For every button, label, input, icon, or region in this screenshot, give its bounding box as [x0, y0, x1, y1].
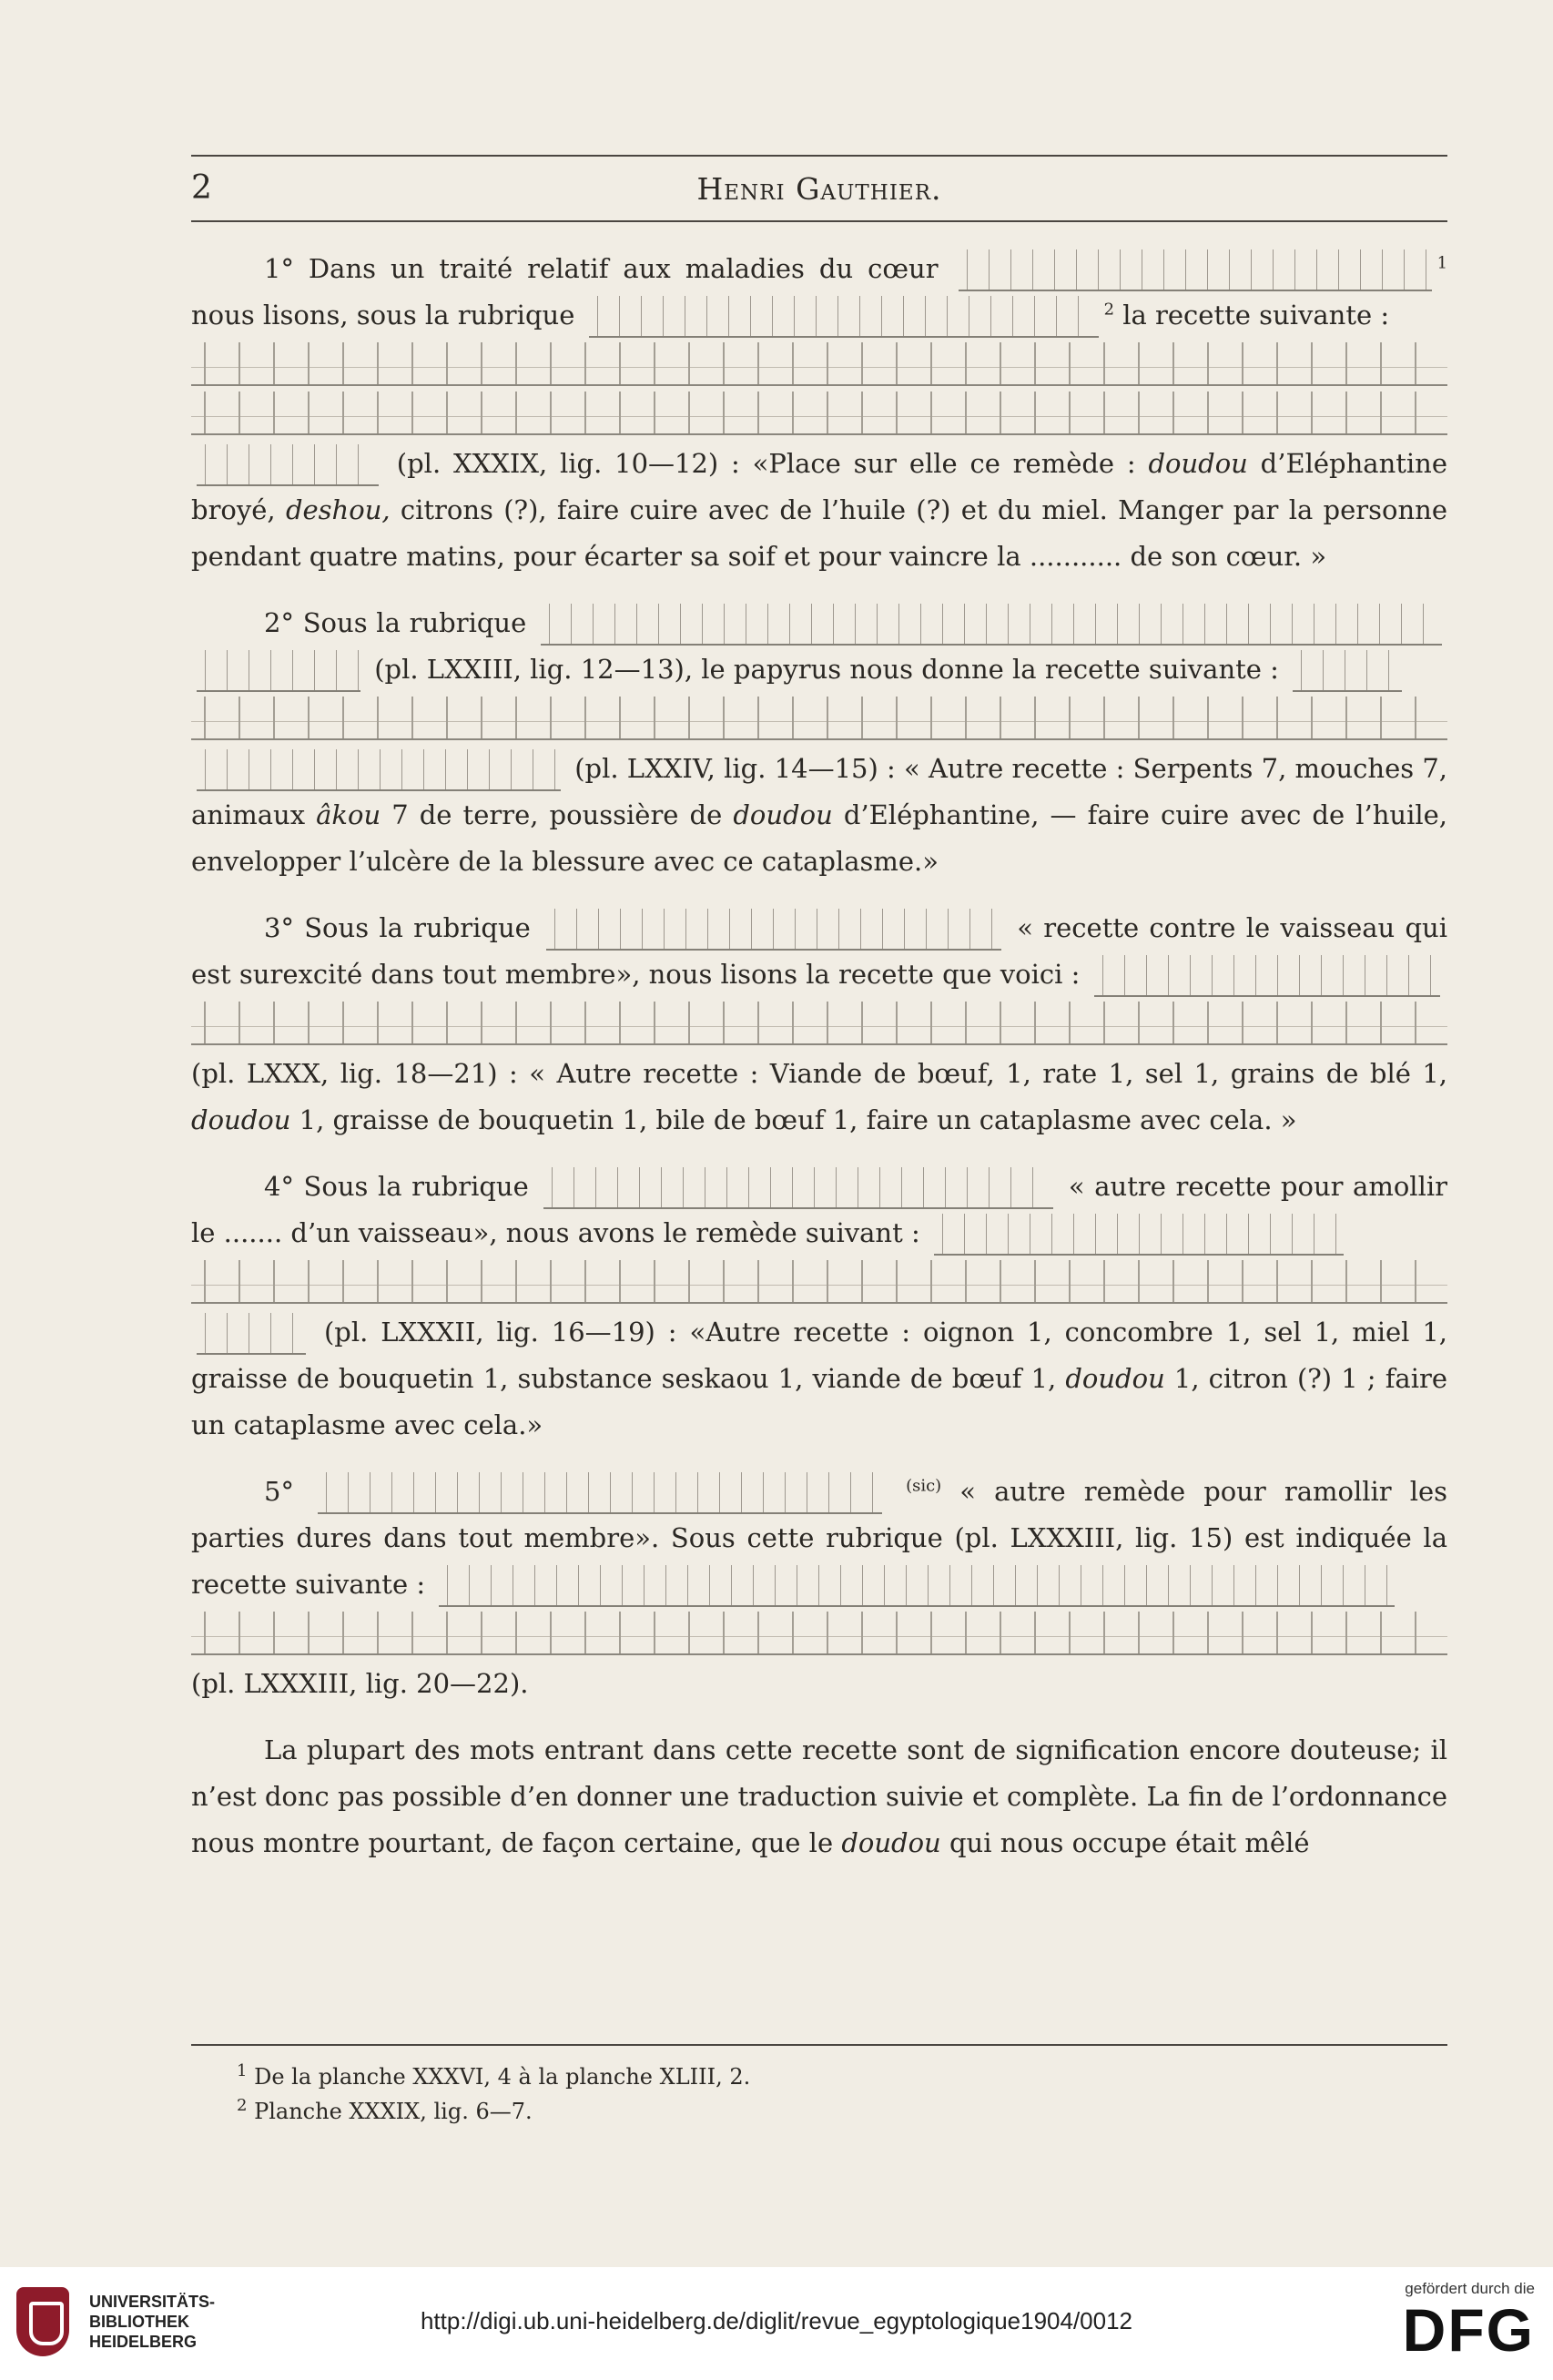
funding-note: gefördert durch die	[1405, 2280, 1535, 2297]
text: d’Eléphantine, — faire cuire avec de l’huile, envelopper l’ulcère de la blessure avec ce cataplasme.»	[191, 799, 1448, 877]
footnote-ref-2: 2	[1103, 300, 1115, 320]
text: « autre recette pour amollir le ....... d’un vaisseau», nous avons le remède suivant :	[191, 1171, 1447, 1248]
text: la recette suivante :	[1122, 300, 1390, 331]
dfg-wordmark: DFG	[1402, 2296, 1535, 2364]
paragraph-1	[191, 246, 1447, 580]
library-name-line: HEIDELBERG	[89, 2333, 198, 2351]
text: citrons (?), faire cuire avec de l’huile (?) et du miel. Manger par la personne pendant quatre matins, pour écarter sa soif et pour vaincre la ........... de son cœur. »	[191, 494, 1448, 572]
footnote-ref-1: 1	[1436, 253, 1448, 273]
article-body	[191, 246, 1447, 1887]
text: La plupart des mots entrant dans cette recette sont de signification encore douteuse; il n’est donc pas possible d’en donner une traduction suivie et complète. La fin de l’ordonnance nous montre pourtant, de façon certaine, que le	[191, 1734, 1447, 1858]
hieroglyph-group	[1293, 650, 1402, 692]
paragraph-5	[191, 1469, 1447, 1707]
hieroglyph-group	[439, 1565, 1395, 1607]
italic-term: deshou,	[285, 494, 391, 525]
hieroglyph-line	[191, 1002, 1447, 1045]
page-number: 2	[191, 169, 212, 207]
text: 4° Sous la rubrique	[264, 1171, 529, 1202]
hieroglyph-group	[959, 249, 1432, 291]
hieroglyph-group	[1094, 955, 1440, 997]
viewer-footer	[0, 2267, 1553, 2380]
text: « recette contre le vaisseau qui est surexcité dans tout membre», nous lisons la recette que voici :	[191, 912, 1447, 990]
text: (pl. LXXXII, lig. 16—19) : «Autre recette : oignon 1, concombre 1, sel 1, miel 1, graisse de bouquetin 1, substance seskaou 1, viande de bœuf 1,	[191, 1317, 1448, 1394]
text: qui nous occupe était mêlé	[949, 1827, 1310, 1858]
text: 1, citron (?) 1 ; faire un cataplasme avec cela.»	[191, 1363, 1448, 1440]
italic-term: doudou	[191, 1104, 291, 1135]
footnote-text: Planche XXXIX, lig. 6—7.	[254, 2099, 533, 2124]
hieroglyph-group	[934, 1214, 1344, 1256]
footnote-rule	[191, 2044, 1447, 2046]
footnotes	[237, 2060, 750, 2129]
text: 1° Dans un traité relatif aux maladies du cœur	[264, 253, 939, 284]
paragraph-2	[191, 600, 1447, 885]
footnote-2	[237, 2094, 750, 2129]
paragraph-6	[191, 1727, 1447, 1866]
italic-term: doudou	[1148, 448, 1248, 479]
text: (pl. XXXIX, lig. 10—12) : «Place sur elle ce remède :	[396, 448, 1136, 479]
footnote-mark: 1	[237, 2061, 248, 2080]
hieroglyph-line	[191, 392, 1447, 435]
sic-note: (sic)	[906, 1476, 942, 1496]
dfg-logo[interactable]	[1403, 2280, 1535, 2362]
hieroglyph-group	[197, 749, 561, 791]
hieroglyph-group	[197, 1313, 306, 1355]
text: « autre remède pour ramollir les parties dures dans tout membre». Sous cette rubrique (pl. LXXXIII, lig. 15) est indiquée la recette suivante :	[191, 1476, 1448, 1600]
hieroglyph-group	[197, 650, 360, 692]
library-name-line: BIBLIOTHEK	[89, 2313, 189, 2331]
text: 2° Sous la rubrique	[264, 607, 527, 638]
hieroglyph-group	[541, 604, 1442, 646]
library-name-line: UNIVERSITÄTS-	[89, 2293, 216, 2311]
hieroglyph-line	[191, 342, 1447, 386]
hieroglyph-line	[191, 1260, 1447, 1304]
text: 5°	[264, 1476, 294, 1507]
text: 1, graisse de bouquetin 1, bile de bœuf 1, faire un cataplasme avec cela. »	[299, 1104, 1297, 1135]
running-title: Henri Gauthier.	[696, 171, 942, 207]
text: (pl. LXXIII, lig. 12—13), le papyrus nous donne la recette suivante :	[374, 654, 1279, 685]
hieroglyph-group	[543, 1167, 1053, 1209]
running-header	[191, 155, 1447, 222]
text: 7 de terre, poussière de	[391, 799, 723, 830]
italic-term: doudou	[841, 1827, 941, 1858]
footnote-mark: 2	[237, 2096, 248, 2115]
hieroglyph-group	[546, 909, 1001, 951]
footnote-1	[237, 2060, 750, 2094]
footnote-text: De la planche XXXVI, 4 à la planche XLIII, 2.	[254, 2064, 751, 2090]
italic-term: doudou	[1065, 1363, 1165, 1394]
hieroglyph-group	[318, 1472, 882, 1514]
hieroglyph-line	[191, 697, 1447, 740]
text: (pl. LXXIV, lig. 14—15) : « Autre recette : Serpents 7, mouches 7, animaux	[191, 753, 1448, 830]
paragraph-3	[191, 905, 1447, 1144]
text: (pl. LXXXIII, lig. 20—22).	[191, 1668, 529, 1699]
paragraph-4	[191, 1164, 1447, 1449]
text: (pl. LXXX, lig. 18—21) : « Autre recette : Viande de bœuf, 1, rate 1, sel 1, grains de blé 1,	[191, 1058, 1447, 1089]
italic-term: doudou	[733, 799, 833, 830]
text: 3° Sous la rubrique	[264, 912, 531, 943]
permalink-url[interactable]: http://digi.ub.uni-heidelberg.de/diglit/revue_egyptologique1904/0012	[420, 2307, 1133, 2334]
hieroglyph-group	[197, 444, 379, 486]
text: nous lisons, sous la rubrique	[191, 300, 575, 331]
hieroglyph-group	[589, 296, 1099, 338]
italic-term: âkou	[316, 799, 381, 830]
text: d’Eléphantine broyé,	[191, 448, 1448, 525]
hieroglyph-line	[191, 1612, 1447, 1655]
